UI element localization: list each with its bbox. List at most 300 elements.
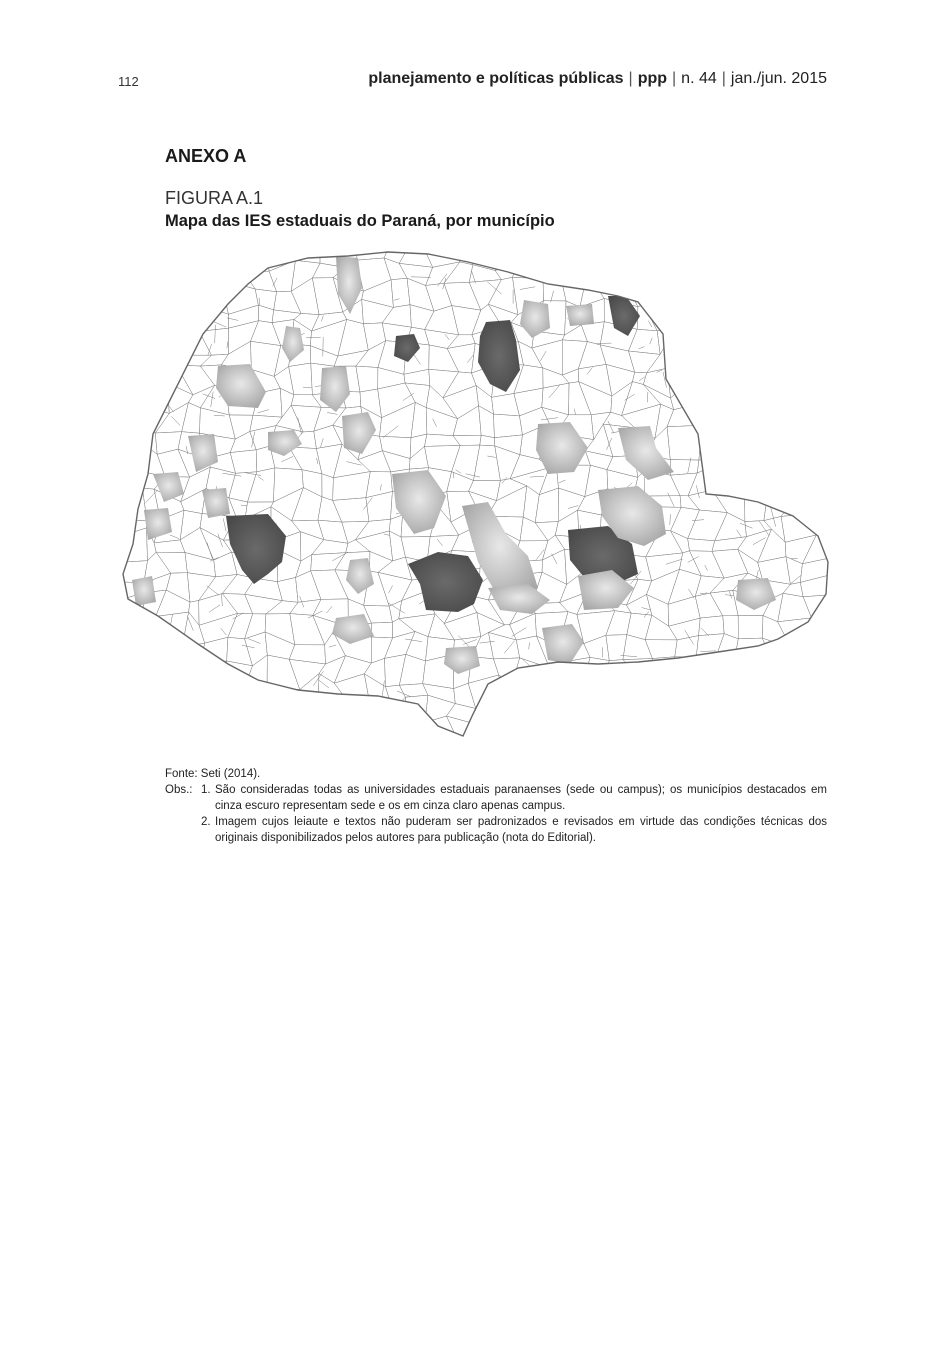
municipality-cell bbox=[154, 675, 186, 707]
municipality-cell bbox=[255, 716, 282, 744]
municipality-cell bbox=[547, 662, 563, 686]
municipality-cell bbox=[537, 244, 568, 260]
municipality-border bbox=[804, 265, 814, 281]
municipality-border bbox=[688, 343, 692, 357]
municipality-cell bbox=[180, 675, 209, 707]
municipality-cell bbox=[670, 460, 699, 476]
municipality-cell bbox=[543, 279, 566, 301]
municipality-cell bbox=[765, 721, 791, 744]
municipality-cell bbox=[803, 449, 830, 471]
municipality-cell bbox=[118, 467, 142, 490]
map-svg bbox=[118, 244, 830, 744]
municipality-cell bbox=[495, 244, 517, 271]
municipality-cell bbox=[139, 383, 169, 414]
municipality-border bbox=[197, 702, 207, 711]
municipality-cell bbox=[221, 262, 255, 289]
municipality-border bbox=[793, 362, 794, 377]
municipality-border bbox=[227, 292, 234, 298]
municipality-border bbox=[811, 638, 822, 640]
municipality-cell bbox=[160, 658, 186, 676]
municipality-cell bbox=[162, 260, 186, 290]
obs-item bbox=[201, 782, 827, 814]
municipality-cell bbox=[516, 718, 541, 744]
annex-title: ANEXO A bbox=[165, 146, 247, 166]
municipality-border bbox=[540, 705, 551, 721]
municipality-cell bbox=[118, 695, 148, 721]
municipality-cell bbox=[178, 262, 214, 291]
municipality-cell bbox=[691, 715, 727, 744]
municipality-cell bbox=[690, 311, 727, 331]
figure-label: FIGURA A.1 bbox=[165, 188, 264, 208]
municipality-cell bbox=[118, 621, 146, 643]
municipality-cell bbox=[227, 244, 252, 272]
municipality-cell bbox=[711, 279, 743, 314]
municipality-cell bbox=[804, 719, 831, 745]
municipality-cell bbox=[230, 695, 255, 731]
municipality-cell bbox=[118, 305, 141, 323]
municipality-cell bbox=[155, 320, 182, 356]
municipality-cell bbox=[629, 267, 657, 293]
municipality-cell bbox=[712, 466, 745, 490]
municipality-cell bbox=[154, 696, 190, 722]
municipality-cell bbox=[816, 514, 830, 535]
municipality-border bbox=[805, 384, 808, 396]
municipality-cell bbox=[118, 659, 140, 682]
municipality-cell bbox=[778, 390, 805, 411]
municipality-cell bbox=[757, 405, 789, 432]
municipality-border bbox=[790, 731, 799, 741]
page-number: 112 bbox=[118, 74, 139, 89]
municipality-cell bbox=[715, 457, 746, 474]
municipality-cell bbox=[118, 244, 140, 273]
municipality-cell bbox=[667, 715, 703, 744]
municipality-cell bbox=[134, 260, 164, 292]
municipality-border bbox=[391, 713, 392, 720]
municipality-cell bbox=[177, 658, 209, 679]
municipality-cell bbox=[201, 661, 227, 679]
municipality-cell bbox=[779, 305, 815, 331]
municipality-cell bbox=[755, 425, 789, 450]
municipality-cell bbox=[715, 305, 743, 329]
municipality-cell bbox=[165, 719, 190, 744]
municipality-border bbox=[232, 729, 236, 739]
journal-abbr: ppp bbox=[637, 70, 668, 87]
municipality-cell bbox=[696, 657, 721, 678]
municipality-cell bbox=[583, 723, 613, 744]
municipality-cell bbox=[755, 326, 788, 346]
municipality-border bbox=[240, 686, 246, 690]
municipality-cell bbox=[142, 617, 165, 643]
municipality-cell bbox=[556, 725, 592, 744]
municipality-cell bbox=[777, 284, 815, 308]
municipality-cell bbox=[600, 244, 638, 273]
municipality-cell bbox=[267, 689, 301, 703]
municipality-cell bbox=[118, 363, 142, 395]
obs-item-number: 1. bbox=[201, 784, 211, 796]
municipality-border bbox=[807, 674, 816, 680]
municipality-cell bbox=[703, 700, 722, 723]
municipality-cell bbox=[145, 695, 165, 722]
municipality-cell bbox=[696, 676, 721, 708]
municipality-border bbox=[574, 721, 587, 735]
municipality-cell bbox=[178, 282, 214, 310]
municipality-cell bbox=[787, 450, 814, 474]
municipality-cell bbox=[699, 425, 722, 460]
municipality-border bbox=[826, 388, 830, 404]
municipality-cell bbox=[355, 697, 393, 724]
municipality-cell bbox=[758, 263, 777, 288]
municipality-cell bbox=[356, 366, 378, 392]
municipality-border bbox=[736, 398, 747, 413]
municipality-cell bbox=[667, 362, 701, 398]
municipality-border bbox=[735, 424, 748, 428]
municipality-cell bbox=[118, 261, 140, 294]
municipality-cell bbox=[547, 683, 564, 708]
municipality-cell bbox=[675, 257, 693, 288]
municipality-cell bbox=[387, 716, 407, 744]
municipality-cell bbox=[810, 665, 830, 686]
municipality-cell bbox=[791, 638, 813, 666]
municipality-border bbox=[697, 699, 703, 708]
municipality-cell bbox=[799, 361, 830, 393]
municipality-border bbox=[198, 249, 209, 263]
municipality-cell bbox=[667, 697, 703, 716]
municipality-cell bbox=[176, 719, 203, 744]
municipality-cell bbox=[494, 414, 523, 438]
municipality-cell bbox=[789, 469, 807, 500]
municipality-border bbox=[637, 664, 638, 673]
municipality-cell bbox=[162, 244, 186, 262]
municipality-cell bbox=[118, 407, 148, 426]
municipality-border bbox=[807, 289, 817, 290]
municipality-cell bbox=[634, 716, 654, 744]
municipality-cell bbox=[781, 487, 816, 517]
municipality-cell bbox=[805, 404, 830, 426]
municipality-cell bbox=[734, 660, 771, 682]
municipality-cell bbox=[599, 271, 638, 290]
municipality-border bbox=[801, 323, 818, 332]
municipality-border bbox=[675, 376, 676, 382]
municipality-cell bbox=[777, 673, 813, 707]
municipality-cell bbox=[656, 244, 675, 267]
municipality-cell bbox=[512, 244, 541, 264]
municipality-cell bbox=[322, 474, 334, 501]
municipality-border bbox=[676, 701, 687, 713]
municipality-cell bbox=[781, 655, 812, 677]
municipality-cell bbox=[201, 244, 228, 269]
municipality-cell bbox=[139, 721, 169, 744]
municipality-cell bbox=[688, 539, 715, 552]
municipality-cell bbox=[807, 345, 830, 370]
municipality-cell bbox=[540, 703, 564, 728]
municipality-cell bbox=[118, 346, 142, 376]
municipality-border bbox=[667, 732, 676, 744]
municipality-cell bbox=[716, 697, 746, 730]
municipality-cell bbox=[118, 292, 141, 313]
municipality-cell bbox=[635, 674, 658, 706]
municipality-cell bbox=[809, 244, 830, 264]
municipality-cell bbox=[243, 695, 282, 731]
municipality-cell bbox=[494, 658, 520, 685]
municipality-cell bbox=[758, 673, 781, 707]
municipality-cell bbox=[758, 702, 778, 725]
municipality-cell bbox=[644, 288, 678, 309]
municipality-cell bbox=[580, 244, 614, 273]
municipality-cell bbox=[803, 469, 830, 488]
municipality-cell bbox=[635, 694, 654, 723]
municipality-cell bbox=[140, 323, 161, 346]
municipality-cell bbox=[118, 322, 142, 349]
municipality-cell bbox=[732, 345, 767, 368]
municipality-cell bbox=[200, 721, 230, 745]
municipality-border bbox=[713, 267, 723, 280]
municipality-border bbox=[791, 442, 792, 451]
municipality-border bbox=[405, 732, 423, 740]
municipality-cell bbox=[651, 716, 679, 744]
municipality-cell bbox=[714, 365, 743, 391]
municipality-border bbox=[152, 311, 153, 323]
municipality-border bbox=[222, 676, 232, 685]
municipality-cell bbox=[736, 244, 762, 272]
municipality-cell bbox=[807, 258, 830, 286]
municipality-cell bbox=[180, 696, 200, 728]
municipality-cell bbox=[503, 701, 516, 718]
figure-source: Fonte: Seti (2014). bbox=[165, 768, 261, 780]
municipality-cell bbox=[671, 382, 695, 410]
municipality-cell bbox=[668, 244, 696, 263]
municipality-border bbox=[252, 686, 260, 698]
municipality-cell bbox=[701, 352, 725, 365]
municipality-cell bbox=[273, 716, 303, 744]
municipality-cell bbox=[467, 715, 503, 744]
municipality-cell bbox=[712, 405, 747, 437]
municipality-cell bbox=[668, 329, 702, 357]
municipality-cell bbox=[777, 341, 810, 370]
municipality-border bbox=[555, 267, 558, 276]
municipality-cell bbox=[503, 715, 525, 744]
municipality-border bbox=[680, 714, 689, 717]
municipality-cell bbox=[563, 681, 586, 707]
municipality-border bbox=[256, 688, 264, 691]
municipality-cell bbox=[758, 282, 783, 305]
municipality-cell bbox=[717, 352, 742, 368]
municipality-cell bbox=[738, 301, 769, 328]
municipality-cell bbox=[690, 329, 727, 356]
municipality-border bbox=[710, 265, 711, 276]
municipality-cell bbox=[134, 244, 163, 273]
municipality-cell bbox=[725, 325, 742, 356]
municipality-cell bbox=[759, 244, 786, 272]
municipality-cell bbox=[693, 244, 727, 263]
municipality-cell bbox=[668, 676, 703, 701]
municipality-border bbox=[791, 459, 809, 460]
municipality-cell bbox=[637, 305, 657, 331]
municipality-border bbox=[775, 244, 784, 261]
municipality-cell bbox=[760, 655, 794, 681]
municipality-cell bbox=[738, 325, 764, 356]
municipality-cell bbox=[606, 674, 639, 707]
municipality-cell bbox=[244, 244, 269, 272]
municipality-cell bbox=[499, 675, 512, 706]
municipality-cell bbox=[699, 616, 725, 636]
municipality-cell bbox=[118, 678, 148, 700]
municipality-cell bbox=[810, 677, 830, 707]
municipality-cell bbox=[762, 638, 794, 660]
municipality-border bbox=[118, 391, 130, 407]
municipality-cell bbox=[560, 703, 586, 728]
journal-title: planejamento e políticas públicas bbox=[368, 70, 624, 87]
municipality-cell bbox=[118, 426, 143, 458]
municipality-cell bbox=[637, 244, 660, 271]
municipality-cell bbox=[692, 283, 716, 313]
municipality-cell bbox=[301, 700, 318, 731]
obs-item-number: 2. bbox=[201, 816, 211, 828]
municipality-cell bbox=[581, 269, 614, 290]
obs-item bbox=[201, 814, 827, 846]
municipality-cell bbox=[610, 703, 636, 723]
municipality-cell bbox=[138, 659, 164, 682]
municipality-cell bbox=[799, 391, 830, 414]
municipality-border bbox=[224, 260, 239, 271]
municipality-cell bbox=[118, 720, 145, 744]
municipality-cell bbox=[757, 389, 782, 410]
municipality-border bbox=[124, 301, 140, 304]
municipality-border bbox=[804, 362, 805, 375]
municipality-cell bbox=[667, 340, 702, 368]
municipality-border bbox=[722, 377, 732, 382]
municipality-border bbox=[226, 271, 233, 274]
municipality-cell bbox=[142, 342, 166, 372]
municipality-border bbox=[784, 356, 788, 372]
municipality-cell bbox=[537, 725, 560, 744]
municipality-cell bbox=[810, 328, 830, 346]
municipality-cell bbox=[139, 363, 167, 393]
municipality-border bbox=[203, 698, 207, 708]
municipality-cell bbox=[334, 697, 368, 725]
municipality-border bbox=[770, 503, 775, 507]
municipality-cell bbox=[178, 244, 203, 269]
municipality-cell bbox=[605, 723, 636, 744]
parana-municipality-map bbox=[118, 244, 830, 744]
municipality-cell bbox=[314, 725, 348, 744]
municipality-campus bbox=[132, 576, 156, 606]
municipality-cell bbox=[759, 474, 794, 500]
municipality-cell bbox=[273, 700, 303, 731]
municipality-cell bbox=[199, 676, 238, 707]
running-header: planejamento e políticas públicas | ppp | n. 44 | jan./jun. 2015 bbox=[368, 70, 827, 87]
obs-label: Obs.: bbox=[165, 784, 193, 796]
municipality-cell bbox=[391, 278, 410, 307]
municipality-cell bbox=[648, 677, 668, 697]
municipality-cell bbox=[160, 643, 182, 663]
municipality-cell bbox=[669, 309, 692, 331]
municipality-cell bbox=[355, 716, 389, 744]
municipality-cell bbox=[648, 694, 668, 716]
municipality-cell bbox=[811, 634, 830, 667]
municipality-cell bbox=[779, 326, 814, 347]
municipality-border bbox=[219, 247, 225, 258]
municipality-cell bbox=[714, 384, 743, 407]
municipality-border bbox=[159, 352, 161, 369]
municipality-cell bbox=[512, 683, 548, 708]
municipality-cell bbox=[755, 450, 789, 474]
municipality-cell bbox=[777, 702, 817, 722]
municipality-cell bbox=[688, 382, 716, 407]
municipality-cell bbox=[777, 244, 811, 264]
municipality-border bbox=[159, 688, 174, 690]
municipality-border bbox=[765, 740, 773, 741]
municipality-border bbox=[703, 451, 709, 465]
municipality-cell bbox=[584, 674, 610, 707]
observations bbox=[165, 782, 827, 846]
municipality-cell bbox=[140, 305, 161, 327]
municipality-cell bbox=[716, 724, 749, 744]
municipality-cell bbox=[199, 700, 238, 728]
municipality-cell bbox=[140, 643, 165, 663]
municipality-cell bbox=[738, 616, 763, 639]
municipality-cell bbox=[561, 259, 585, 285]
municipality-border bbox=[786, 369, 805, 371]
municipality-cell bbox=[807, 284, 830, 308]
municipality-cell bbox=[764, 301, 782, 328]
municipality-cell bbox=[407, 722, 432, 744]
municipality-border bbox=[595, 738, 596, 744]
municipality-border bbox=[144, 248, 160, 254]
municipality-border bbox=[645, 736, 655, 744]
municipality-border bbox=[714, 285, 717, 290]
figure-notes bbox=[165, 766, 827, 846]
municipality-cell bbox=[118, 444, 143, 470]
municipality-border bbox=[703, 664, 715, 669]
municipality-cell bbox=[649, 257, 678, 293]
municipality-cell bbox=[734, 279, 770, 305]
municipality-cell bbox=[334, 724, 369, 744]
municipality-border bbox=[781, 384, 788, 386]
municipality-cell bbox=[759, 366, 778, 390]
municipality-cell bbox=[721, 678, 746, 707]
municipality-cell bbox=[735, 432, 762, 457]
municipality-border bbox=[284, 694, 299, 698]
municipality-cell bbox=[476, 701, 504, 725]
municipality-border bbox=[185, 718, 192, 724]
municipality-border bbox=[139, 723, 144, 740]
municipality-border bbox=[128, 618, 140, 622]
municipality-cell bbox=[782, 404, 812, 426]
municipality-border bbox=[130, 460, 132, 469]
municipality-cell bbox=[688, 362, 717, 391]
municipality-cell bbox=[156, 285, 188, 313]
issue-number: n. 44 bbox=[681, 70, 717, 87]
municipality-cell bbox=[777, 369, 807, 391]
municipality-border bbox=[503, 678, 513, 681]
municipality-cell bbox=[228, 721, 255, 745]
municipality-cell bbox=[755, 341, 788, 369]
municipality-border bbox=[209, 273, 219, 280]
municipality-cell bbox=[740, 681, 760, 707]
municipality-cell bbox=[668, 657, 696, 677]
municipality-cell bbox=[714, 244, 745, 269]
municipality-border bbox=[718, 481, 720, 495]
municipality-campus bbox=[566, 304, 594, 326]
municipality-cell bbox=[736, 384, 759, 406]
municipality-border bbox=[709, 418, 727, 424]
municipality-cell bbox=[777, 263, 810, 288]
municipality-cell bbox=[583, 703, 613, 728]
municipality-cell bbox=[736, 405, 762, 436]
municipality-cell bbox=[744, 473, 767, 494]
municipality-cell bbox=[223, 676, 248, 700]
municipality-cell bbox=[812, 425, 830, 453]
